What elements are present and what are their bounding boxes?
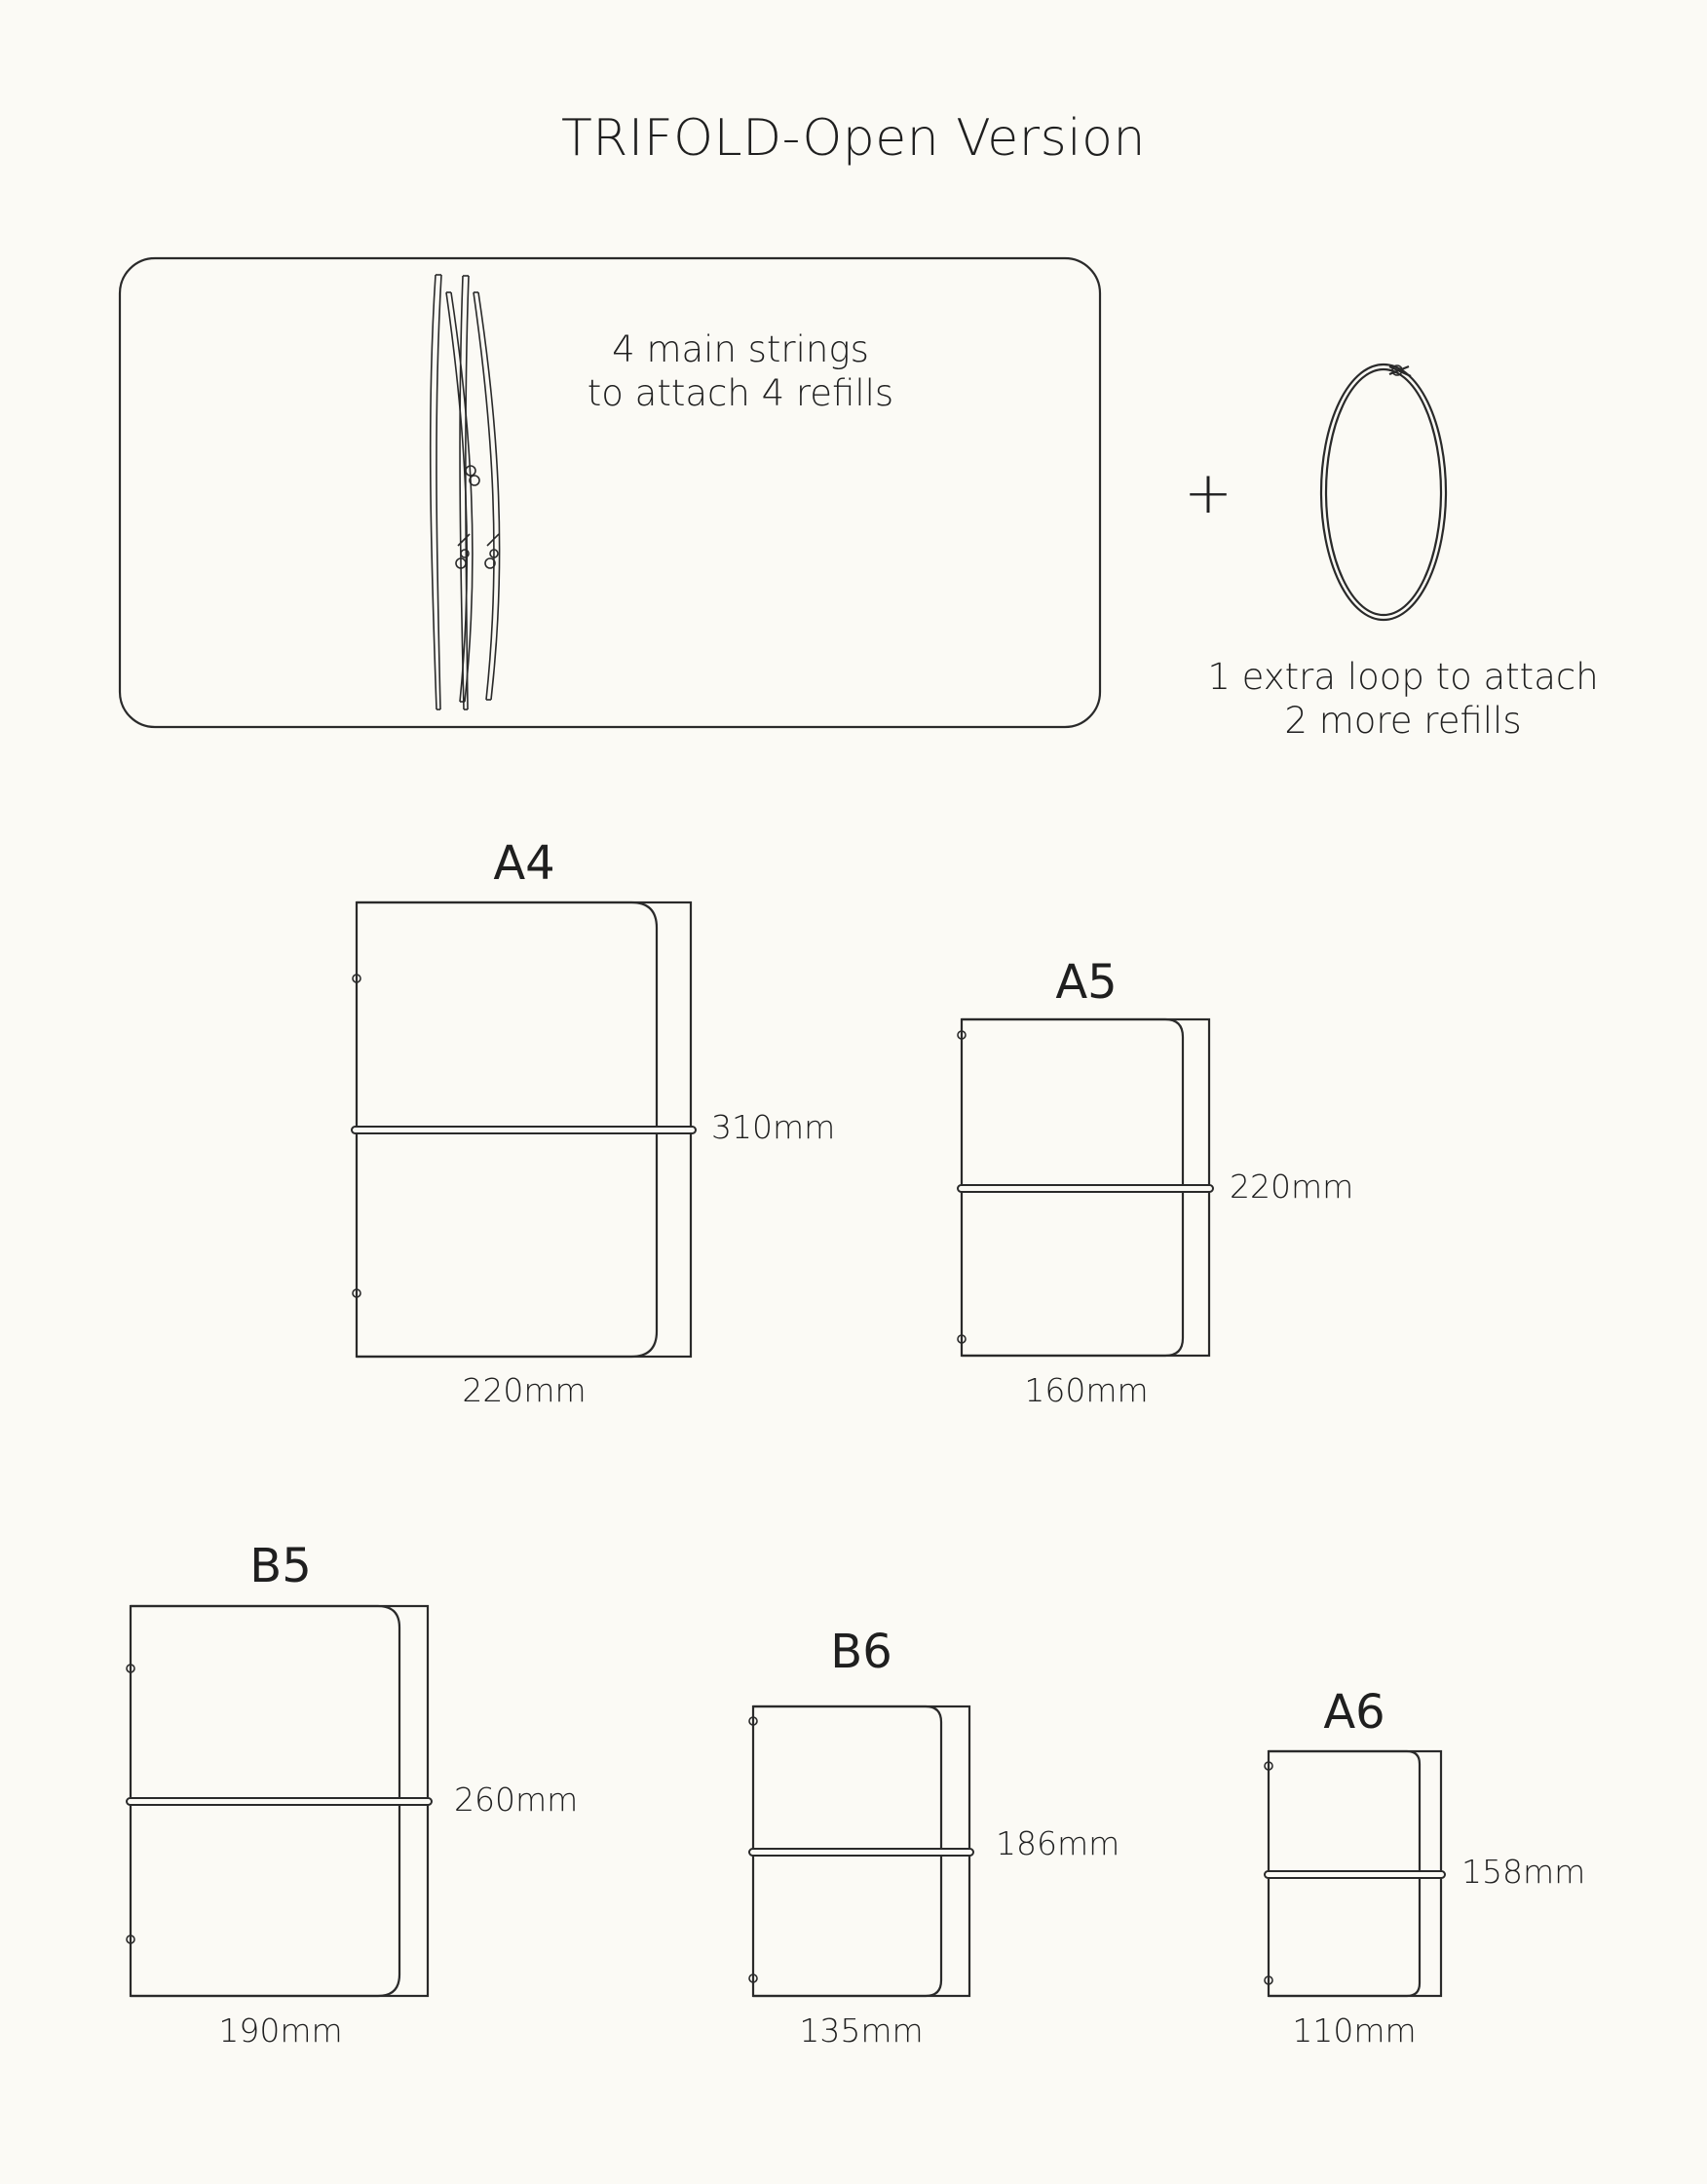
page-title: TRIFOLD-Open Version	[561, 109, 1146, 168]
main-strings	[431, 275, 500, 709]
width-label-b5: 190mm	[218, 2012, 343, 2050]
notebook-b6	[749, 1706, 973, 1996]
notebook-b5	[127, 1606, 432, 1996]
strings-caption	[546, 327, 935, 415]
height-label-b5: 260mm	[454, 1781, 579, 1819]
extra-loop-illustration	[1321, 364, 1446, 620]
size-label-a5: A5	[1055, 955, 1118, 1010]
size-label-b6: B6	[830, 1625, 892, 1679]
size-label-b5: B5	[249, 1539, 312, 1593]
loop-caption-line1: 1 extra loop to attach	[1207, 656, 1599, 698]
width-label-a4: 220mm	[462, 1371, 587, 1409]
width-label-b6: 135mm	[799, 2012, 924, 2050]
height-label-a5: 220mm	[1230, 1168, 1354, 1206]
plus-symbol: +	[1183, 459, 1233, 527]
width-label-a6: 110mm	[1292, 2012, 1417, 2050]
notebook-a5	[958, 1019, 1213, 1356]
height-label-a6: 158mm	[1461, 1853, 1586, 1891]
width-label-a5: 160mm	[1024, 1371, 1149, 1409]
notebook-a4	[352, 902, 696, 1357]
height-label-a4: 310mm	[711, 1108, 836, 1146]
strings-caption-line1: 4 main strings	[612, 328, 869, 370]
size-label-a4: A4	[493, 836, 555, 891]
notebook-a6	[1265, 1751, 1445, 1996]
loop-caption-line2: 2 more refills	[1284, 700, 1522, 742]
height-label-b6: 186mm	[996, 1824, 1120, 1862]
size-label-a6: A6	[1323, 1685, 1385, 1740]
loop-caption	[1189, 655, 1617, 743]
strings-caption-line2: to attach 4 refills	[587, 372, 894, 414]
